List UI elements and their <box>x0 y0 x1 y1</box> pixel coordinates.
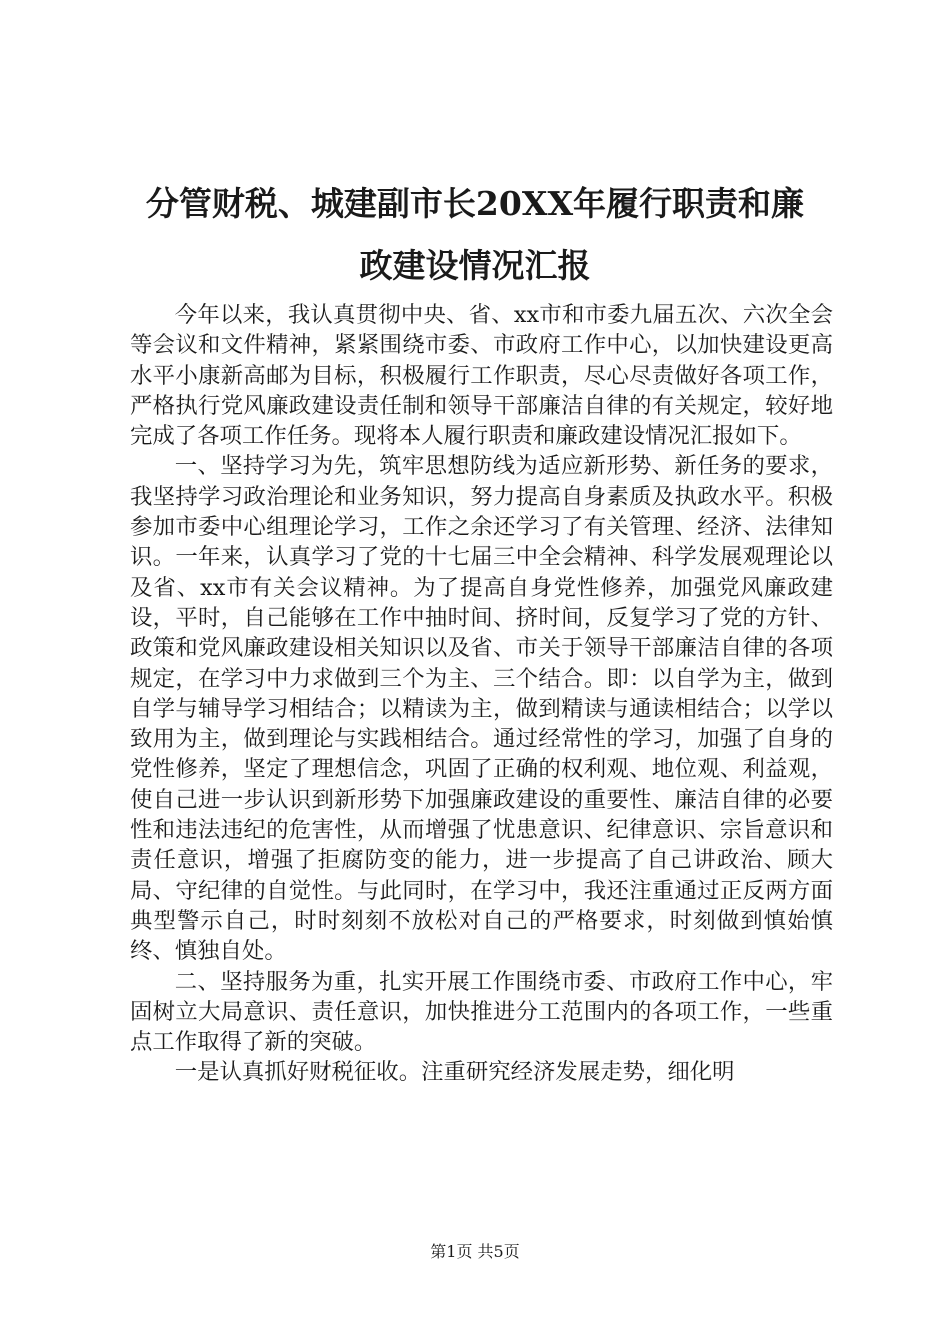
document-body <box>130 300 833 1088</box>
paragraph-section-2: 二、坚持服务为重，扎实开展工作围绕市委、市政府工作中心，牢固树立大局意识、责任意识，加快推进分工范围内的各项工作，一些重点工作取得了新的突破。 <box>130 968 833 1056</box>
paragraph-section-1: 一、坚持学习为先，筑牢思想防线为适应新形势、新任务的要求，我坚持学习政治理论和业务知识，努力提高自身素质及执政水平。积极参加市委中心组理论学习，工作之余还学习了有关管理、经济、法律知识。一年来，认真学习了党的十七届三中全会精神、科学发展观理论以及省、xx市有关会议精神。为了提高自身党性修养，加强党风廉政建设，平时，自己能够在工作中抽时间、挤时间，反复学习了党的方针、政策和党风廉政建设相关知识以及省、市关于领导干部廉洁自律的各项规定，在学习中力求做到三个为主、三个结合。即：以自学为主，做到自学与辅导学习相结合；以精读为主，做到精读与通读相结合；以学以致用为主，做到理论与实践相结合。通过经常性的学习，加强了自身的党性修养，坚定了理想信念，巩固了正确的权利观、地位观、利益观，使自己进一步认识到新形势下加强廉政建设的重要性、廉洁自律的必要性和违法违纪的危害性，从而增强了忧患意识、纪律意识、宗旨意识和责任意识，增强了拒腐防变的能力，进一步提高了自己讲政治、顾大局、守纪律的自觉性。与此同时，在学习中，我还注重通过正反两方面典型警示自己，时时刻刻不放松对自己的严格要求，时刻做到慎始慎终、慎独自处。 <box>130 453 833 965</box>
document-title-line-1: 分管财税、城建副市长20XX年履行职责和廉 <box>145 184 805 223</box>
paragraph-item-1: 一是认真抓好财税征收。注重研究经济发展走势，细化明 <box>174 1059 735 1086</box>
document-title-line-2: 政建设情况汇报 <box>359 246 591 285</box>
page-footer: 第1页 共5页 <box>430 1242 520 1261</box>
paragraph-intro: 今年以来，我认真贯彻中央、省、xx市和市委九届五次、六次全会等会议和文件精神，紧紧围绕市委、市政府工作中心，以加快建设更高水平小康新高邮为目标，积极履行工作职责，尽心尽责做好各项工作，严格执行党风廉政建设责任制和领导干部廉洁自律的有关规定，较好地完成了各项工作任务。现将本人履行职责和廉政建设情况汇报如下。 <box>130 302 833 450</box>
